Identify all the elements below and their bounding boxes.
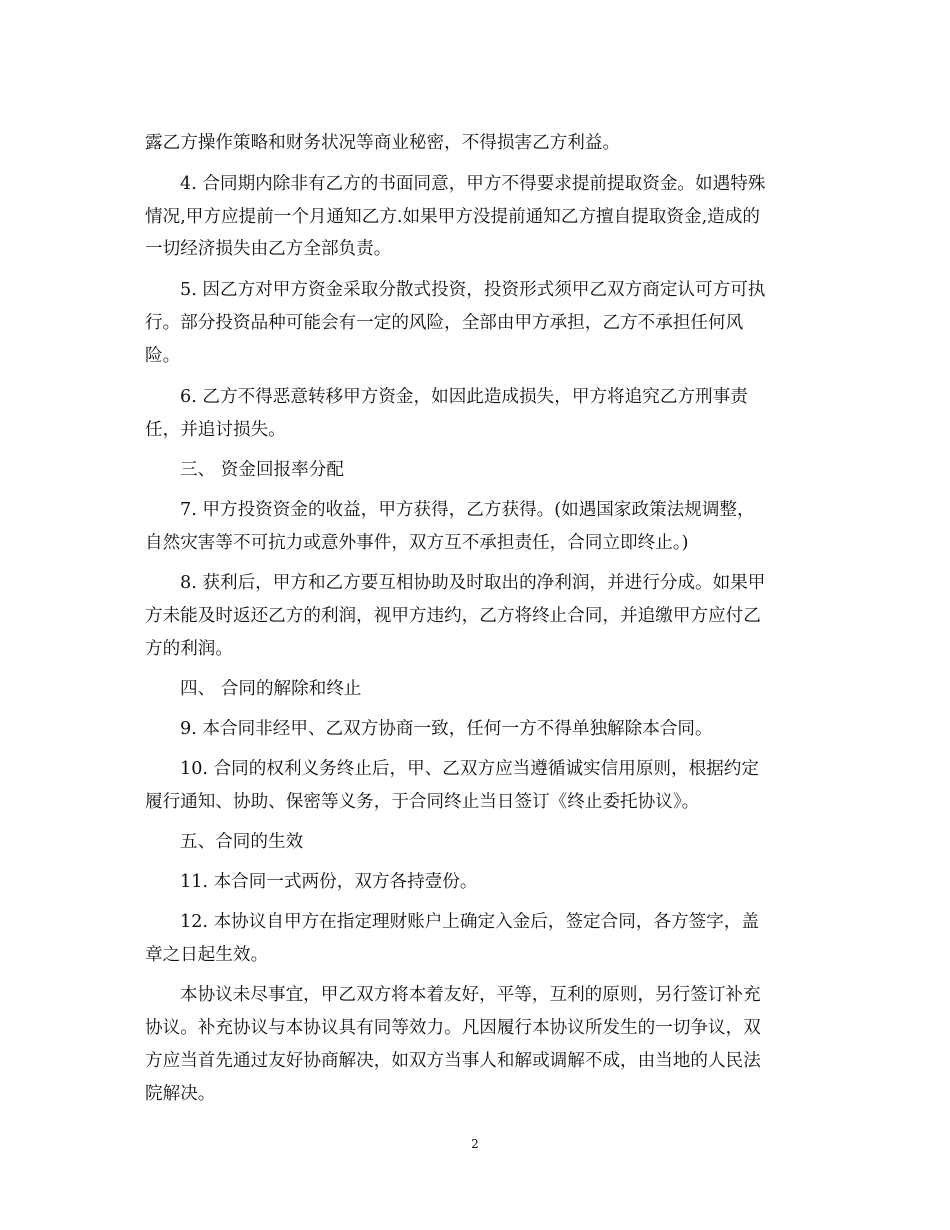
closing-paragraph-line: 本协议未尽事宜，甲乙双方将本着友好，平等，互利的原则，另行签订补充 — [180, 985, 761, 1005]
text-line: 一切经济损失由乙方全部负责。 — [145, 239, 392, 259]
clause-9-line: 9. 本合同非经甲、乙双方协商一致，任何一方不得单独解除本合同。 — [180, 719, 713, 739]
clause-6-line: 6. 乙方不得恶意转移甲方资金，如因此造成损失，甲方将追究乙方刑事责 — [180, 387, 748, 407]
text-line: 方未能及时返还乙方的利润，视甲方违约，乙方将终止合同，并追缴甲方应付乙 — [145, 606, 761, 626]
clause-5-line: 5. 因乙方对甲方资金采取分散式投资，投资形式须甲乙双方商定认可方可执 — [180, 280, 766, 300]
text-line: 履行通知、协助、保密等义务，于合同终止当日签订《终止委托协议》。 — [145, 792, 700, 812]
clause-12-line: 12. 本协议自甲方在指定理财账户上确定入金后，签定合同，各方签字，盖 — [180, 912, 759, 932]
clause-11-line: 11. 本合同一式两份，双方各持壹份。 — [180, 872, 478, 892]
clause-7-line: 7. 甲方投资资金的收益，甲方获得，乙方获得。(如遇国家政策法规调整， — [180, 500, 755, 520]
section-heading-4: 四、 合同的解除和终止 — [180, 679, 362, 699]
text-line: 章之日起生效。 — [145, 945, 269, 965]
section-heading-3: 三、 资金回报率分配 — [180, 460, 344, 480]
text-line: 方的利润。 — [145, 639, 233, 659]
text-line: 自然灾害等不可抗力或意外事件，双方互不承担责任，合同立即终止。) — [145, 533, 689, 553]
clause-8-line: 8. 获利后，甲方和乙方要互相协助及时取出的净利润，并进行分成。如果甲 — [180, 573, 766, 593]
clause-4-line: 4. 合同期内除非有乙方的书面同意，甲方不得要求提前提取资金。如遇特殊 — [180, 174, 766, 194]
section-heading-5: 五、合同的生效 — [180, 832, 304, 852]
text-line: 协议。补充协议与本协议具有同等效力。凡因履行本协议所发生的一切争议，双 — [145, 1018, 761, 1038]
text-line: 露乙方操作策略和财务状况等商业秘密，不得损害乙方利益。 — [145, 133, 621, 153]
text-line: 院解决。 — [145, 1084, 216, 1104]
text-line: 险。 — [145, 346, 181, 366]
text-line: 方应当首先通过友好协商解决，如双方当事人和解或调解不成，由当地的人民法 — [145, 1051, 761, 1071]
text-line: 行。部分投资品种可能会有一定的风险，全部由甲方承担，乙方不承担任何风 — [145, 313, 744, 333]
text-line: 情况,甲方应提前一个月通知乙方.如果甲方没提前通知乙方擅自提取资金,造成的 — [145, 207, 760, 227]
page-number: 2 — [471, 1137, 479, 1151]
text-line: 任，并追讨损失。 — [145, 420, 286, 440]
clause-10-line: 10. 合同的权利义务终止后，甲、乙双方应当遵循诚实信用原则，根据约定 — [180, 759, 759, 779]
